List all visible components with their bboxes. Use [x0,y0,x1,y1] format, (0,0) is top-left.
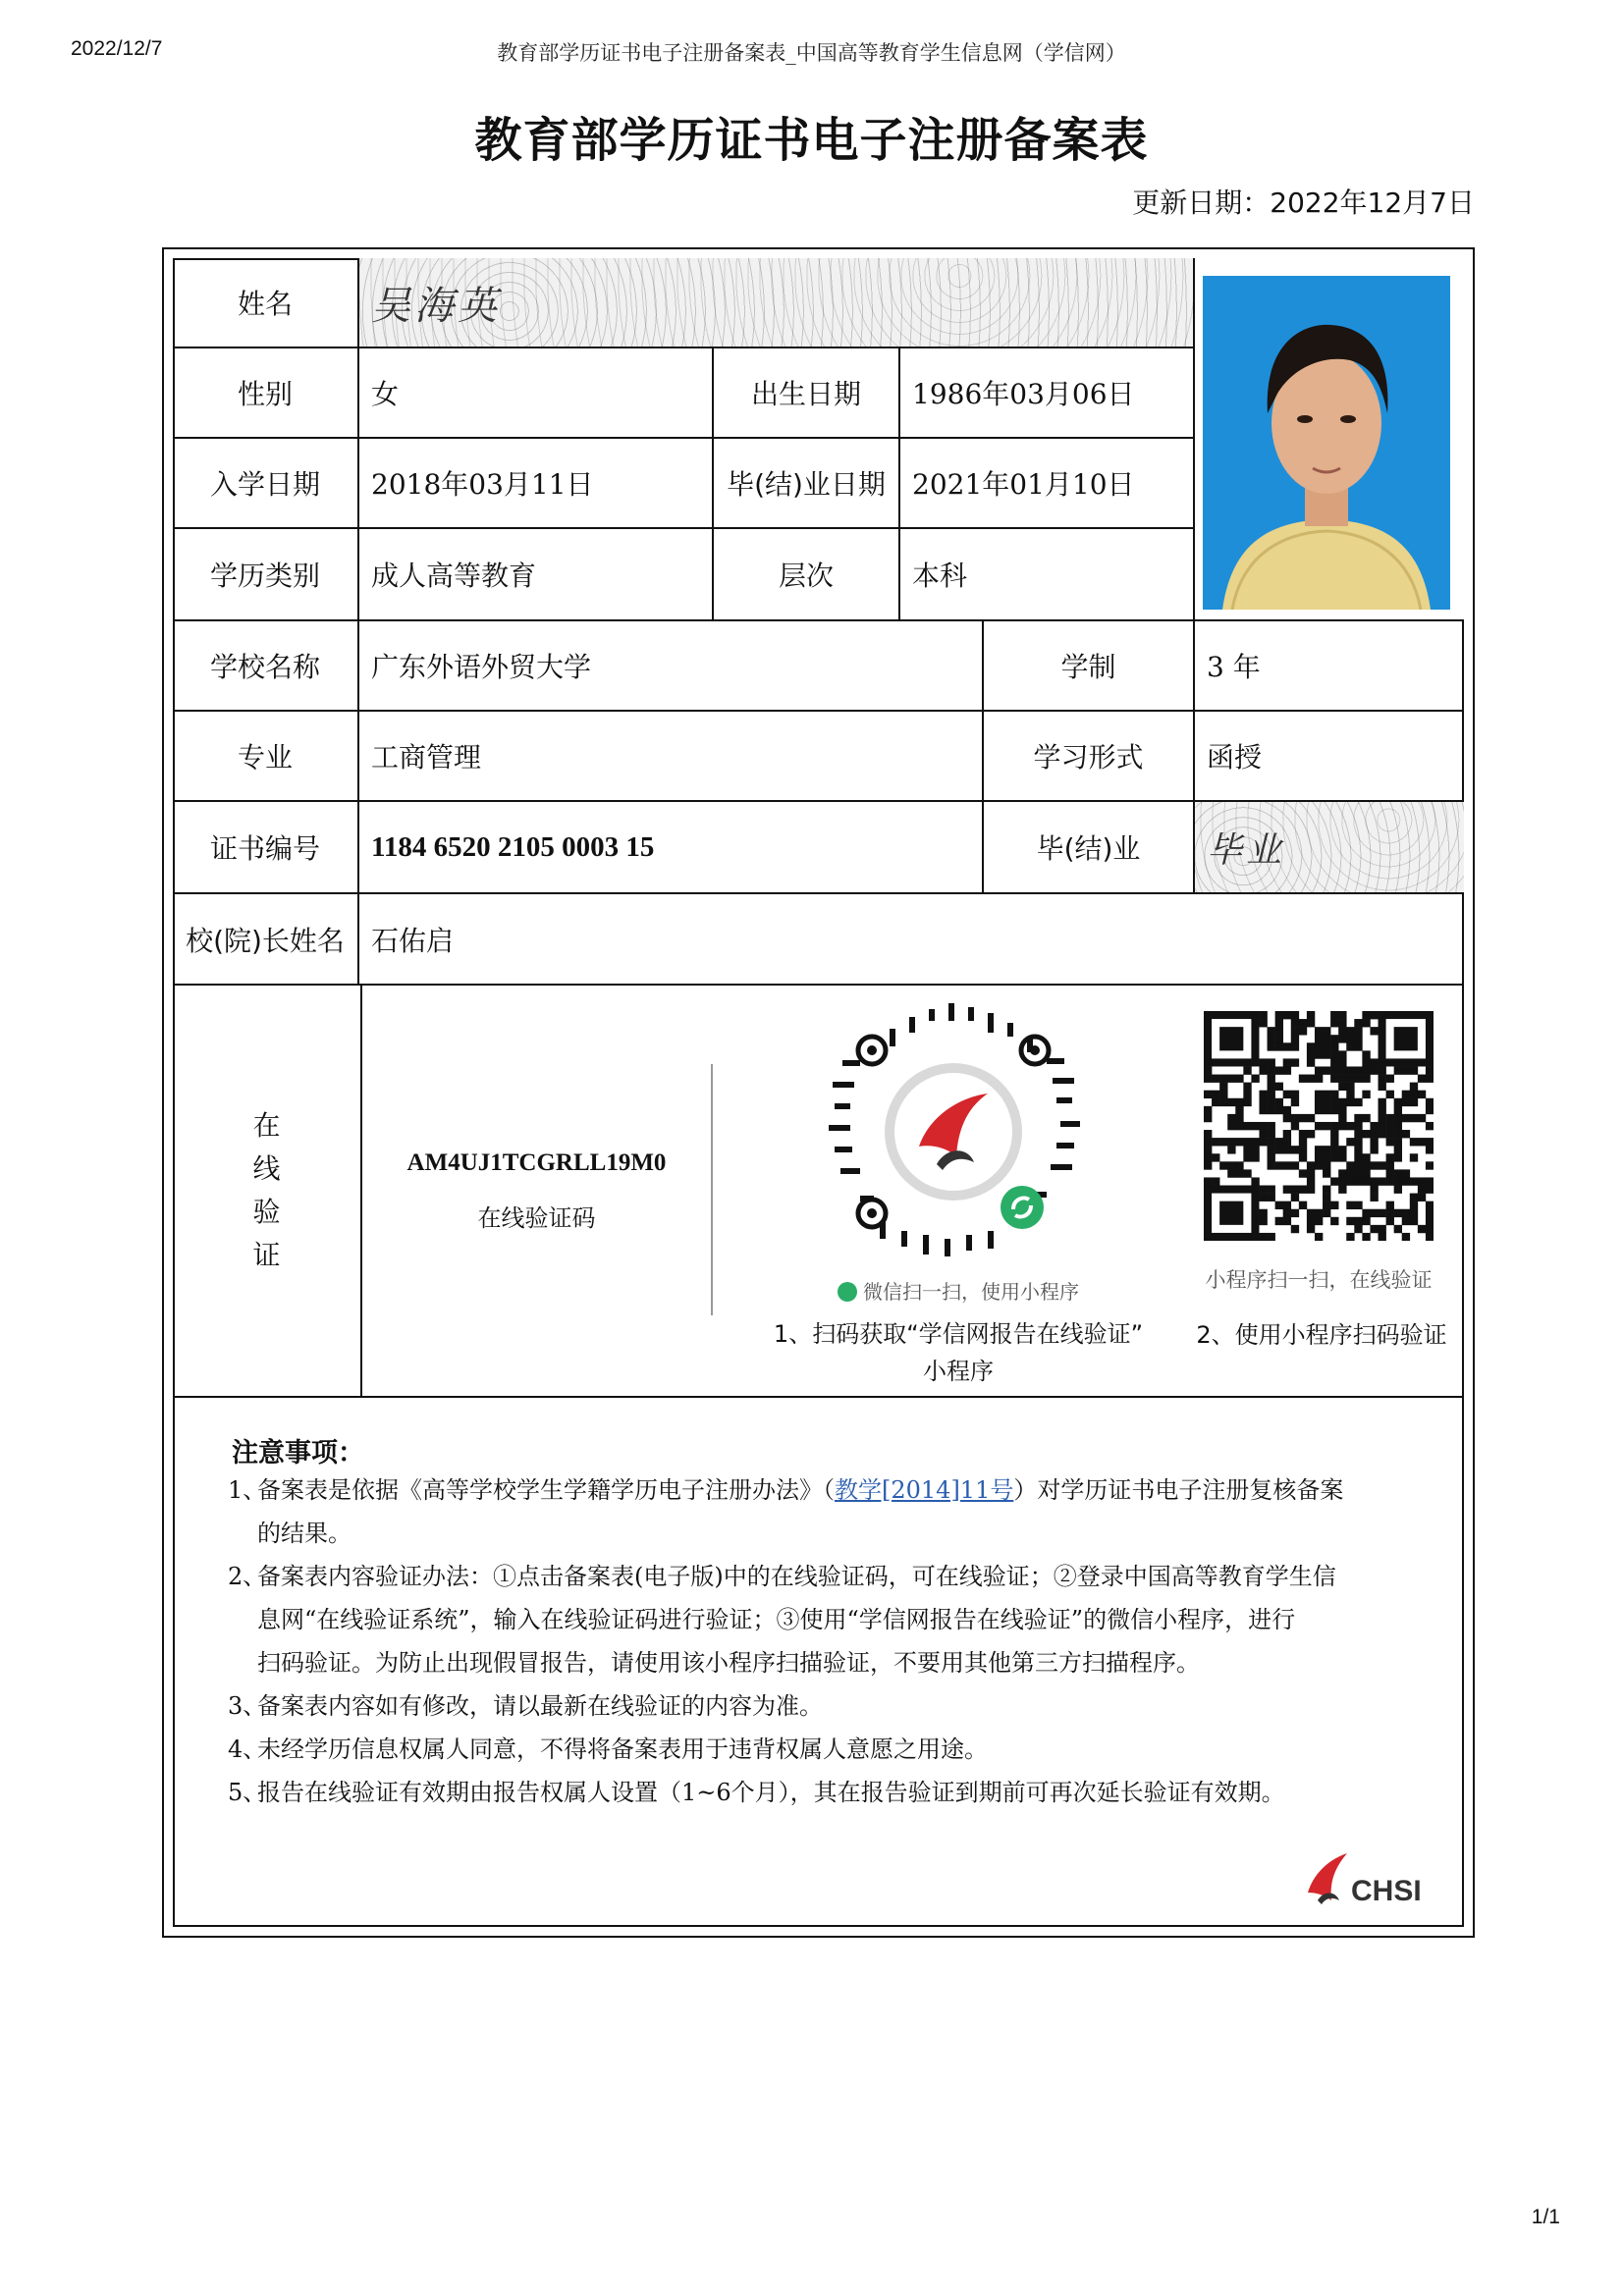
wechat-scan-caption: 微信扫一扫，使用小程序 [821,1276,1096,1305]
label-level: 层次 [714,529,900,621]
qr-code-icon [1204,1011,1434,1241]
value-edu-type: 成人高等教育 [359,529,714,621]
update-date: 更新日期：2022年12月7日 [1132,187,1475,219]
value-grad-status [1195,802,1464,894]
notes-section [173,1398,1464,1927]
value-president: 石佑启 [359,894,1464,986]
label-school: 学校名称 [173,621,359,712]
step2-caption: 2、使用小程序扫码验证 [1196,1321,1447,1349]
value-school: 广东外语外贸大学 [359,621,984,712]
label-president: 校(院)长姓名 [173,894,359,986]
notes-title: 注意事项： [232,1438,364,1468]
value-cert-no: 1184 6520 2105 0003 15 [359,802,984,894]
label-gender: 性别 [173,348,359,439]
label-cert-no: 证书编号 [173,802,359,894]
label-edu-type: 学历类别 [173,529,359,621]
name-signature: 吴海英 [371,283,501,329]
divider [711,1064,713,1315]
value-enroll: 2018年03月11日 [359,439,714,529]
chsi-logo [1300,1843,1437,1912]
label-major: 专业 [173,712,359,802]
svg-text:CHSI: CHSI [1351,1875,1422,1907]
value-level: 本科 [900,529,1195,621]
mini-program-code[interactable] [821,999,1086,1264]
label-name: 姓名 [173,258,359,348]
label-graduate: 毕(结)业日期 [714,439,900,529]
regulation-link[interactable]: 教学[2014]11号 [835,1476,1014,1504]
mini-program-icon [821,999,1086,1264]
label-grad-status: 毕(结)业 [984,802,1195,894]
document-title: 教育部学历证书电子注册备案表 [474,113,1149,168]
photo-cell [1195,258,1464,621]
grad-status-signature: 毕业 [1207,829,1286,871]
verify-label-char: 验 [252,1196,281,1228]
value-study-form: 函授 [1195,712,1464,802]
verification-code-area [362,986,711,1396]
note-4: 4、未经学历信息权属人同意，不得将备案表用于违背权属人意愿之用途。 [228,1735,988,1763]
print-page-title: 教育部学历证书电子注册备案表_中国高等教育学生信息网（学信网） [497,41,1126,65]
value-name [359,258,1195,348]
verification-code[interactable]: AM4UJ1TCGRLL19M0 [406,1148,667,1176]
note-5: 5、报告在线验证有效期由报告权属人设置（1~6个月），其在报告验证到期前可再次延长验证有效期。 [228,1779,1285,1806]
label-birth: 出生日期 [714,348,900,439]
value-gender: 女 [359,348,714,439]
value-graduate: 2021年01月10日 [900,439,1195,529]
mini-program-scan-caption: 小程序扫一扫，在线验证 [1205,1268,1433,1292]
verify-label [173,986,362,1396]
qr-code[interactable] [1204,1011,1434,1241]
value-duration: 3 年 [1195,621,1464,712]
verify-label-char: 线 [252,1152,281,1185]
note-3: 3、备案表内容如有修改，请以最新在线验证的内容为准。 [228,1692,823,1720]
value-major: 工商管理 [359,712,984,802]
page-number: 1/1 [1531,2206,1560,2228]
step1-caption: 1、扫码获取“学信网报告在线验证” 小程序 [773,1320,1144,1385]
value-birth: 1986年03月06日 [900,348,1195,439]
note-2: 2、备案表内容验证办法：①点击备案表(电子版)中的在线验证码，可在线验证；②登录中国高等教育学生信 息网“在线验证系统”，输入在线验证码进行验证；③使用“学信网报告在线验证”的微信小程序，进行 扫码验证。为防止出现假冒报告，请使用该小程序扫描验证，不要用其他第三方扫描程序。 [228,1563,1336,1677]
verify-label-char: 在 [252,1109,281,1142]
online-verification [173,986,1464,1398]
label-duration: 学制 [984,621,1195,712]
wechat-icon [838,1282,857,1302]
label-study-form: 学习形式 [984,712,1195,802]
print-date: 2022/12/7 [71,37,163,60]
label-enroll: 入学日期 [173,439,359,529]
verification-code-caption: 在线验证码 [477,1203,596,1232]
verify-label-char: 证 [252,1239,281,1271]
student-photo [1203,276,1450,610]
note-1: 1、备案表是依据《高等学校学生学籍学历电子注册办法》（教学[2014]11号）对学历证书电子注册复核备案 的结果。 [228,1476,1344,1547]
